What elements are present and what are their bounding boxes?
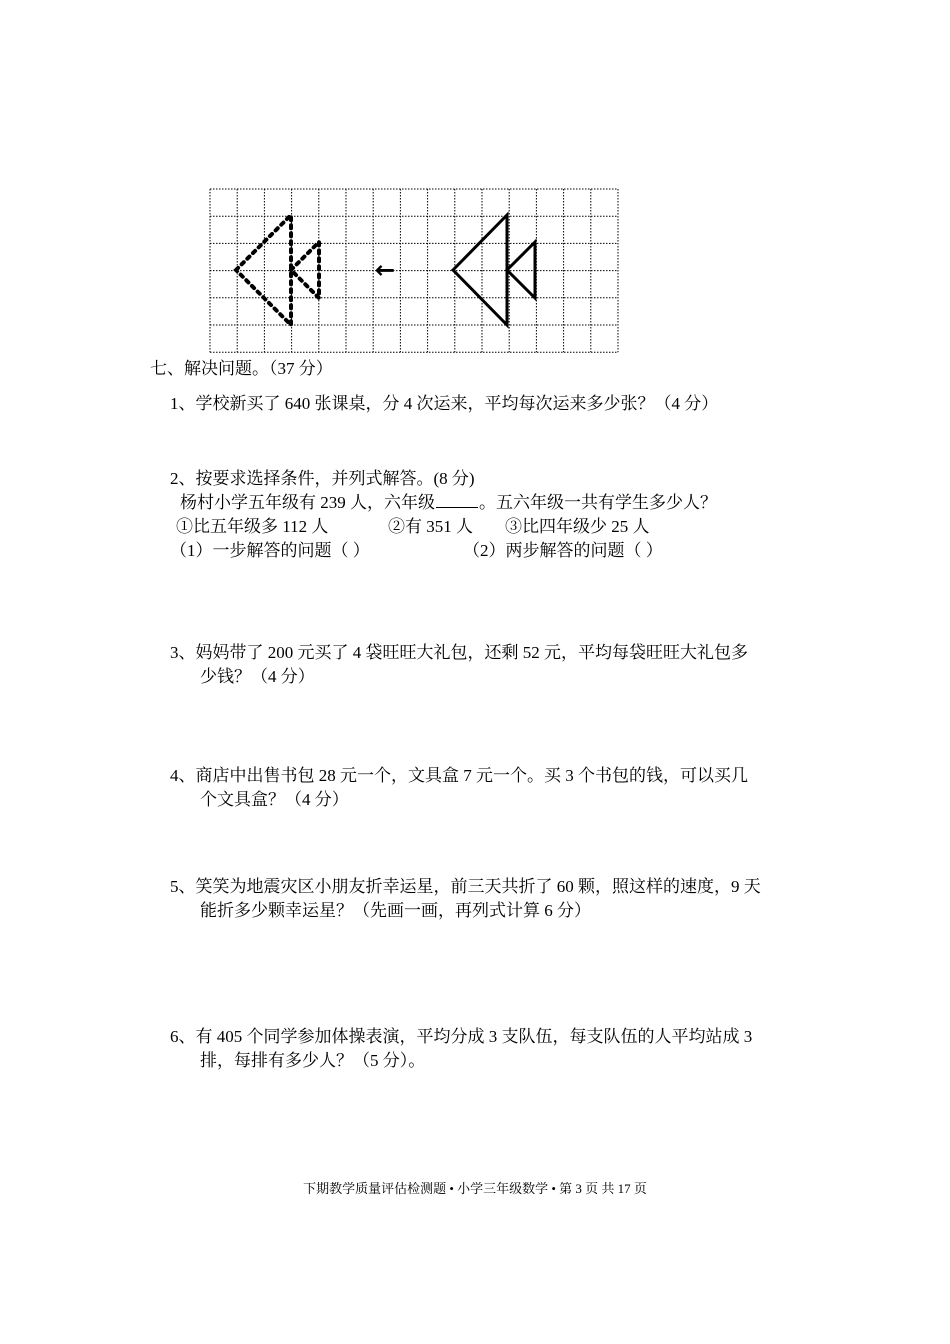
- dotted-small-triangle: [291, 242, 319, 298]
- answer-blank[interactable]: [436, 507, 478, 508]
- move-left-arrow: ←: [374, 256, 396, 284]
- section-title: 七、解决问题。（37 分）: [150, 359, 333, 378]
- solid-original-shape: [453, 215, 535, 325]
- question-1: 1、学校新买了 640 张课桌，分 4 次运来，平均每次运来多少张？（4 分）: [170, 394, 719, 413]
- solid-small-triangle: [507, 242, 535, 298]
- question-6-line-1: 6、有 405 个同学参加体操表演，平均分成 3 支队伍，每支队伍的人平均站成 3: [170, 1027, 753, 1046]
- question-3-line-2: 少钱？（4 分）: [200, 667, 315, 686]
- question-4-line-2: 个文具盒？（4 分）: [200, 790, 349, 809]
- question-5-line-2: 能折多少颗幸运星？（先画一画，再列式计算 6 分）: [200, 901, 591, 920]
- question-2-stem-after: 。五六年级一共有学生多少人？: [479, 493, 717, 512]
- question-2-stem-before: 杨村小学五年级有 239 人，六年级: [180, 493, 435, 512]
- page-footer: 下期教学质量评估检测题 • 小学三年级数学 • 第 3 页 共 17 页: [303, 1181, 647, 1196]
- question-2-sub-1: （1）一步解答的问题（ ）: [170, 541, 370, 560]
- question-2-header: 2、按要求选择条件，并列式解答。(8 分): [170, 469, 475, 488]
- dotted-grid: [210, 189, 618, 352]
- question-6-line-2: 排，每排有多少人？（5 分）。: [200, 1051, 426, 1070]
- translation-grid-figure: [209, 188, 619, 354]
- solid-large-triangle: [453, 215, 507, 325]
- question-4-line-1: 4、商店中出售书包 28 元一个，文具盒 7 元一个。买 3 个书包的钱，可以买几: [170, 766, 748, 785]
- question-2-option-1: ①比五年级多 112 人: [176, 517, 329, 536]
- question-2-option-2: ②有 351 人: [388, 517, 473, 536]
- question-2-option-3: ③比四年级少 25 人: [505, 517, 650, 536]
- question-5-line-1: 5、笑笑为地震灾区小朋友折幸运星，前三天共折了 60 颗，照这样的速度，9 天: [170, 877, 761, 896]
- dotted-target-shape: [236, 215, 319, 325]
- question-2-sub-2: （2）两步解答的问题（ ）: [463, 541, 663, 560]
- question-3-line-1: 3、妈妈带了 200 元买了 4 袋旺旺大礼包，还剩 52 元，平均每袋旺旺大礼包多: [170, 643, 748, 662]
- question-2-stem: [180, 490, 717, 516]
- dotted-large-triangle: [236, 215, 291, 325]
